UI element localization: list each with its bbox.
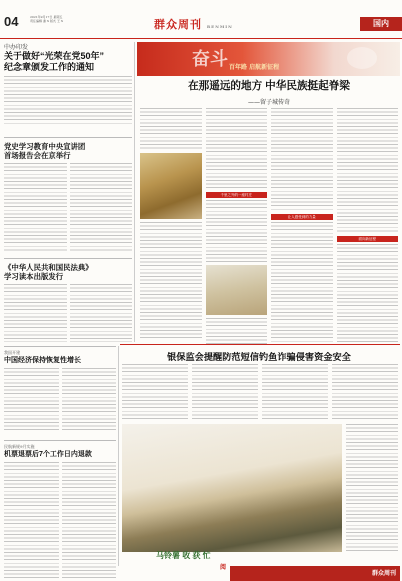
feature-photo xyxy=(206,265,268,315)
banner-title: 奋斗 xyxy=(192,49,228,70)
column-rule xyxy=(134,42,135,342)
divider xyxy=(4,440,116,441)
bottom-body xyxy=(122,364,398,420)
article-headline: 《中华人民共和国民法典》 xyxy=(4,263,93,272)
column-rule xyxy=(118,346,119,566)
article-body xyxy=(4,462,59,580)
article-headline-line2: 学习读本出版发行 xyxy=(4,272,64,281)
feature-text xyxy=(337,108,399,234)
article-body xyxy=(62,368,117,430)
feature-headline: 在那遥远的地方 中华民族挺起脊梁 xyxy=(188,80,350,92)
feature-text xyxy=(271,222,333,342)
section-badge: 国内 xyxy=(360,17,402,31)
feature-subheadline: ——留子城传奇 xyxy=(247,99,290,106)
feature-text xyxy=(140,222,202,340)
page-number: 04 xyxy=(4,14,19,29)
paper-logo-text: 群众周刊 xyxy=(154,18,202,31)
article-civil-code xyxy=(4,263,132,342)
bottom-text xyxy=(332,364,398,420)
article-body xyxy=(70,163,133,251)
bottom-text xyxy=(122,364,188,420)
article-kicker: 中办印发 xyxy=(4,44,29,51)
article-kicker: 我国开建 xyxy=(4,350,20,355)
feature-text xyxy=(206,108,268,190)
banner-emblem-icon xyxy=(347,47,377,69)
article-headline-line2: 首场报告会在京举行 xyxy=(4,151,71,160)
article-economy xyxy=(4,350,116,430)
article-headline-line2: 纪念章颁发工作的通知 xyxy=(4,62,95,72)
feature-text xyxy=(337,244,399,342)
stamp-logo: 阅 xyxy=(220,564,227,571)
article-body xyxy=(4,368,59,430)
article-headline: 关于做好“光荣在党50年” xyxy=(4,51,105,61)
article-headline: 党史学习教育中央宣讲团 xyxy=(4,142,86,151)
article-body xyxy=(4,284,67,342)
feature-text xyxy=(206,318,268,344)
article-body xyxy=(70,284,133,342)
article-notice xyxy=(4,42,132,126)
page-header xyxy=(0,0,402,39)
bottom-text xyxy=(192,364,258,420)
article-kicker: 民航新规9月实施 xyxy=(4,444,35,449)
feature-section-label: 千里之外的一座村庄 xyxy=(206,192,268,198)
bottom-headline: 银保监会提醒防范短信钓鱼诈骗侵害资金安全 xyxy=(167,352,351,362)
photo-caption-text xyxy=(346,424,398,552)
paper-logo xyxy=(154,16,233,32)
article-aviation xyxy=(4,444,116,580)
divider xyxy=(4,346,116,347)
harvest-photo xyxy=(122,424,342,552)
divider xyxy=(4,258,132,259)
feature-section-label: 让人感受到的力量 xyxy=(271,214,333,220)
article-body xyxy=(62,462,117,580)
article-body xyxy=(4,163,67,251)
article-headline: 机票退票后7个工作日内退款 xyxy=(4,451,92,458)
feature-text xyxy=(271,108,333,212)
issue-editors: 责任编辑 谢 X 版式 王 X xyxy=(30,19,64,23)
article-headline: 中国经济保持恢复性增长 xyxy=(4,357,81,364)
feature-text xyxy=(140,108,202,150)
photo-caption: 马铃薯 收 获 忙 xyxy=(156,551,211,560)
divider xyxy=(4,137,132,138)
divider xyxy=(120,344,400,345)
paper-logo-tag: RENMIN xyxy=(206,24,233,29)
feature-photo xyxy=(140,153,202,219)
feature-banner xyxy=(137,42,400,76)
footer-badge: 群众周刊 xyxy=(230,566,400,581)
issue-meta xyxy=(30,15,90,23)
issue-date: 2021年9月17日 星期五 xyxy=(30,15,63,19)
feature-section-label: 面向新征程 xyxy=(337,236,399,242)
banner-subtitle: 百年路 启航新征程 xyxy=(229,64,280,71)
article-body xyxy=(4,76,132,126)
bottom-text xyxy=(262,364,328,420)
feature-body xyxy=(140,108,398,344)
feature-text xyxy=(206,200,268,262)
article-lecture xyxy=(4,142,132,251)
